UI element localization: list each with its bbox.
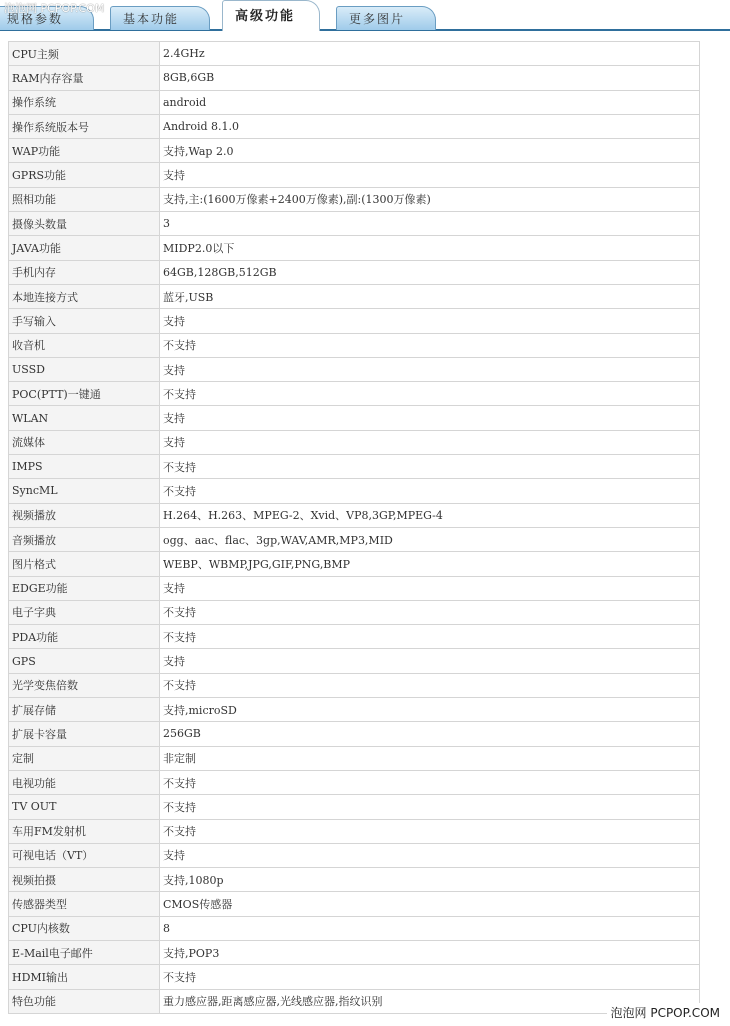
spec-key: 扩展存储 xyxy=(9,698,160,722)
spec-key: 车用FM发射机 xyxy=(9,819,160,843)
table-row xyxy=(9,819,700,843)
spec-value: MIDP2.0以下 xyxy=(160,236,700,260)
table-row xyxy=(9,139,700,163)
watermark-bottom: 泡泡网 PCPOP.COM xyxy=(607,1003,724,1022)
table-row xyxy=(9,90,700,114)
spec-value: ogg、aac、flac、3gp,WAV,AMR,MP3,MID xyxy=(160,527,700,551)
spec-key: 操作系统 xyxy=(9,90,160,114)
table-row xyxy=(9,212,700,236)
spec-value: 256GB xyxy=(160,722,700,746)
spec-value: 不支持 xyxy=(160,819,700,843)
spec-key: IMPS xyxy=(9,455,160,479)
table-row xyxy=(9,746,700,770)
spec-key: RAM内存容量 xyxy=(9,66,160,90)
spec-key: 特色功能 xyxy=(9,989,160,1013)
table-row xyxy=(9,843,700,867)
table-row xyxy=(9,66,700,90)
spec-value: 64GB,128GB,512GB xyxy=(160,260,700,284)
spec-value: 不支持 xyxy=(160,625,700,649)
table-row xyxy=(9,552,700,576)
table-row xyxy=(9,892,700,916)
table-row xyxy=(9,649,700,673)
spec-key: 电子字典 xyxy=(9,600,160,624)
tab-more-pictures[interactable]: 更多图片 xyxy=(336,6,436,30)
table-row xyxy=(9,114,700,138)
spec-key: 电视功能 xyxy=(9,770,160,794)
spec-key: JAVA功能 xyxy=(9,236,160,260)
spec-key: 操作系统版本号 xyxy=(9,114,160,138)
spec-key: CPU主频 xyxy=(9,42,160,66)
spec-value: 不支持 xyxy=(160,455,700,479)
spec-key: 视频拍摄 xyxy=(9,868,160,892)
spec-key: CPU内核数 xyxy=(9,916,160,940)
table-row xyxy=(9,309,700,333)
spec-value: H.264、H.263、MPEG-2、Xvid、VP8,3GP,MPEG-4 xyxy=(160,503,700,527)
spec-value: 支持 xyxy=(160,576,700,600)
spec-key: WAP功能 xyxy=(9,139,160,163)
spec-key: 定制 xyxy=(9,746,160,770)
spec-key: GPRS功能 xyxy=(9,163,160,187)
table-row xyxy=(9,770,700,794)
table-row xyxy=(9,625,700,649)
spec-key: E-Mail电子邮件 xyxy=(9,940,160,964)
spec-value: 支持 xyxy=(160,843,700,867)
spec-value: 支持 xyxy=(160,649,700,673)
spec-value: 支持 xyxy=(160,309,700,333)
table-row xyxy=(9,42,700,66)
spec-value: 不支持 xyxy=(160,333,700,357)
spec-key: USSD xyxy=(9,357,160,381)
spec-value: WEBP、WBMP,JPG,GIF,PNG,BMP xyxy=(160,552,700,576)
spec-value: 8GB,6GB xyxy=(160,66,700,90)
watermark-top: 泡泡网 PCPOP.COM xyxy=(4,2,105,15)
spec-table xyxy=(8,41,700,1014)
spec-value: 蓝牙,USB xyxy=(160,284,700,308)
spec-value: 不支持 xyxy=(160,965,700,989)
spec-key: 音频播放 xyxy=(9,527,160,551)
spec-value: 支持 xyxy=(160,163,700,187)
spec-key: 收音机 xyxy=(9,333,160,357)
spec-value: 支持 xyxy=(160,430,700,454)
spec-value: CMOS传感器 xyxy=(160,892,700,916)
spec-value: 支持,1080p xyxy=(160,868,700,892)
table-row xyxy=(9,479,700,503)
table-row xyxy=(9,722,700,746)
spec-value: 3 xyxy=(160,212,700,236)
table-row xyxy=(9,527,700,551)
table-row xyxy=(9,357,700,381)
spec-key: 流媒体 xyxy=(9,430,160,454)
table-row xyxy=(9,284,700,308)
spec-value: 不支持 xyxy=(160,600,700,624)
table-row xyxy=(9,455,700,479)
table-row xyxy=(9,260,700,284)
spec-value: 支持,主:(1600万像素+2400万像素),副:(1300万像素) xyxy=(160,187,700,211)
spec-key: EDGE功能 xyxy=(9,576,160,600)
spec-key: 扩展卡容量 xyxy=(9,722,160,746)
spec-key: 视频播放 xyxy=(9,503,160,527)
spec-key: 图片格式 xyxy=(9,552,160,576)
table-row xyxy=(9,600,700,624)
tab-basic-functions[interactable]: 基本功能 xyxy=(110,6,210,30)
table-row xyxy=(9,940,700,964)
spec-key: GPS xyxy=(9,649,160,673)
spec-key: POC(PTT)一键通 xyxy=(9,382,160,406)
spec-value: 支持,microSD xyxy=(160,698,700,722)
spec-value: 不支持 xyxy=(160,382,700,406)
spec-key: HDMI输出 xyxy=(9,965,160,989)
tab-bar xyxy=(0,0,730,31)
spec-value: Android 8.1.0 xyxy=(160,114,700,138)
spec-value: 重力感应器,距离感应器,光线感应器,指纹识别 xyxy=(160,989,700,1013)
table-row xyxy=(9,673,700,697)
table-row xyxy=(9,503,700,527)
table-row xyxy=(9,576,700,600)
spec-key: 本地连接方式 xyxy=(9,284,160,308)
spec-value: 不支持 xyxy=(160,770,700,794)
spec-key: 照相功能 xyxy=(9,187,160,211)
spec-value: 支持,POP3 xyxy=(160,940,700,964)
table-row xyxy=(9,430,700,454)
spec-value: 2.4GHz xyxy=(160,42,700,66)
table-row xyxy=(9,406,700,430)
table-row xyxy=(9,236,700,260)
spec-value: 不支持 xyxy=(160,795,700,819)
spec-value: 支持 xyxy=(160,357,700,381)
spec-key: TV OUT xyxy=(9,795,160,819)
spec-value: 不支持 xyxy=(160,673,700,697)
spec-key: 可视电话（VT） xyxy=(9,843,160,867)
spec-key: 摄像头数量 xyxy=(9,212,160,236)
table-row xyxy=(9,795,700,819)
spec-value: 8 xyxy=(160,916,700,940)
table-row xyxy=(9,187,700,211)
tab-specs[interactable]: 规格参数 xyxy=(0,6,94,30)
table-row xyxy=(9,989,700,1013)
table-row xyxy=(9,333,700,357)
spec-key: 手写输入 xyxy=(9,309,160,333)
tab-advanced-functions[interactable]: 高级功能 xyxy=(222,0,320,31)
table-row xyxy=(9,382,700,406)
spec-key: SyncML xyxy=(9,479,160,503)
spec-key: 手机内存 xyxy=(9,260,160,284)
spec-value: 支持,Wap 2.0 xyxy=(160,139,700,163)
spec-value: 非定制 xyxy=(160,746,700,770)
spec-value: 不支持 xyxy=(160,479,700,503)
spec-value: 支持 xyxy=(160,406,700,430)
spec-key: WLAN xyxy=(9,406,160,430)
spec-key: 光学变焦倍数 xyxy=(9,673,160,697)
spec-key: 传感器类型 xyxy=(9,892,160,916)
spec-key: PDA功能 xyxy=(9,625,160,649)
table-row xyxy=(9,698,700,722)
table-row xyxy=(9,868,700,892)
table-row xyxy=(9,965,700,989)
spec-value: android xyxy=(160,90,700,114)
table-row xyxy=(9,163,700,187)
table-row xyxy=(9,916,700,940)
